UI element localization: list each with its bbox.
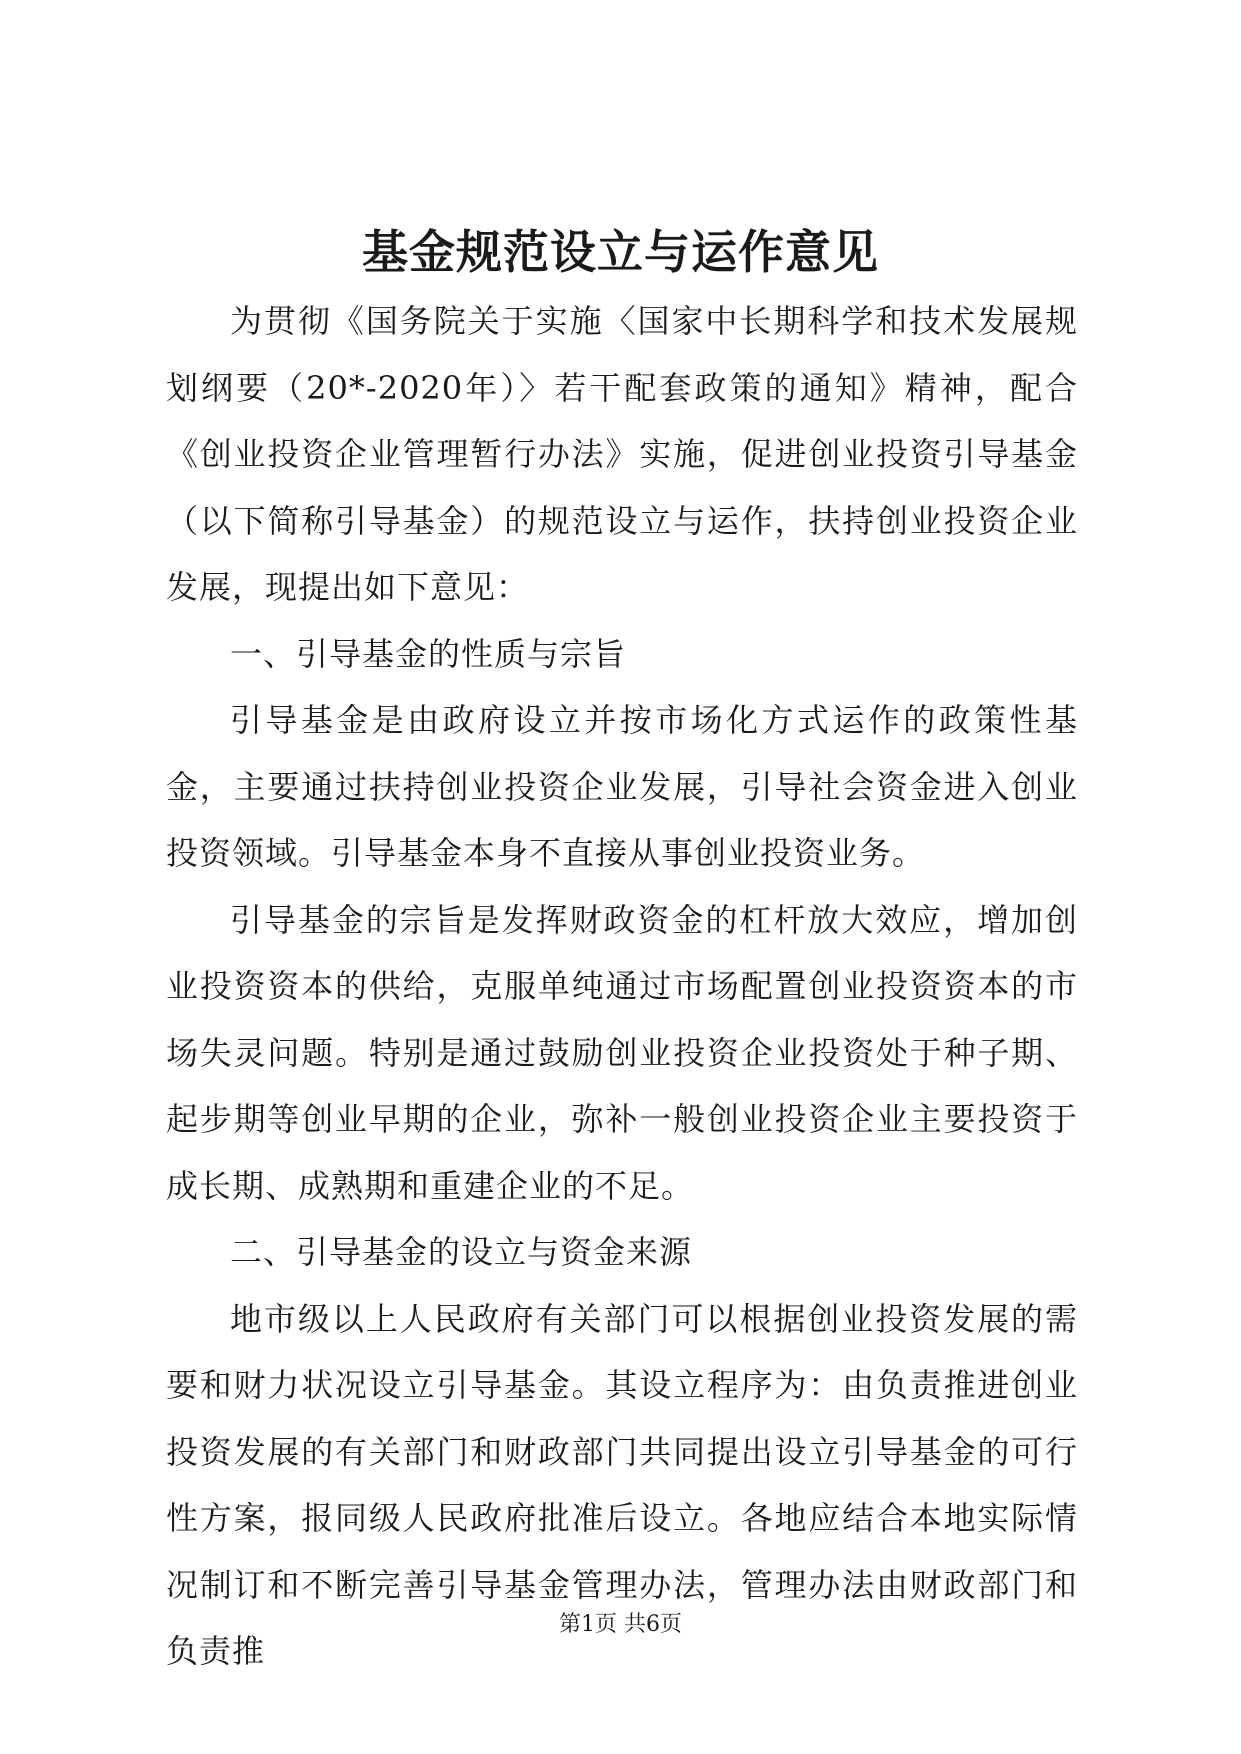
intro-paragraph: 为贯彻《国务院关于实施〈国家中长期科学和技术发展规划纲要（20*-2020年）〉若干配套政策的通知》精神，配合《创业投资企业管理暂行办法》实施，促进创业投资引导基金（以下简称引导基金）的规范设立与运作，扶持创业投资企业发展，现提出如下意见： bbox=[166, 302, 1078, 606]
page-number-footer: 第1页 共6页 bbox=[559, 1612, 682, 1637]
section-1-paragraph-2: 引导基金的宗旨是发挥财政资金的杠杆放大效应，增加创业投资资本的供给，克服单纯通过市场配置创业投资资本的市场失灵问题。特别是通过鼓励创业投资企业投资处于种子期、起步期等创业早期的企业，弥补一般创业投资企业主要投资于成长期、成熟期和重建企业的不足。 bbox=[166, 900, 1078, 1205]
document-body bbox=[166, 288, 1078, 1685]
section-heading-1: 一、引导基金的性质与宗旨 bbox=[230, 634, 627, 673]
section-heading-2: 二、引导基金的设立与资金来源 bbox=[230, 1233, 693, 1271]
section-1-paragraph-1: 引导基金是由政府设立并按市场化方式运作的政策性基金，主要通过扶持创业投资企业发展，引导社会资金进入创业投资领域。引导基金本身不直接从事创业投资业务。 bbox=[166, 701, 1078, 872]
document-title: 基金规范设立与运作意见 bbox=[362, 225, 879, 279]
section-2-paragraph-1: 地市级以上人民政府有关部门可以根据创业投资发展的需要和财力状况设立引导基金。其设立程序为：由负责推进创业投资发展的有关部门和财政部门共同提出设立引导基金的可行性方案，报同级人民政府批准后设立。各地应结合本地实际情况制订和不断完善引导基金管理办法，管理办法由财政部门和负责推 bbox=[166, 1299, 1078, 1670]
